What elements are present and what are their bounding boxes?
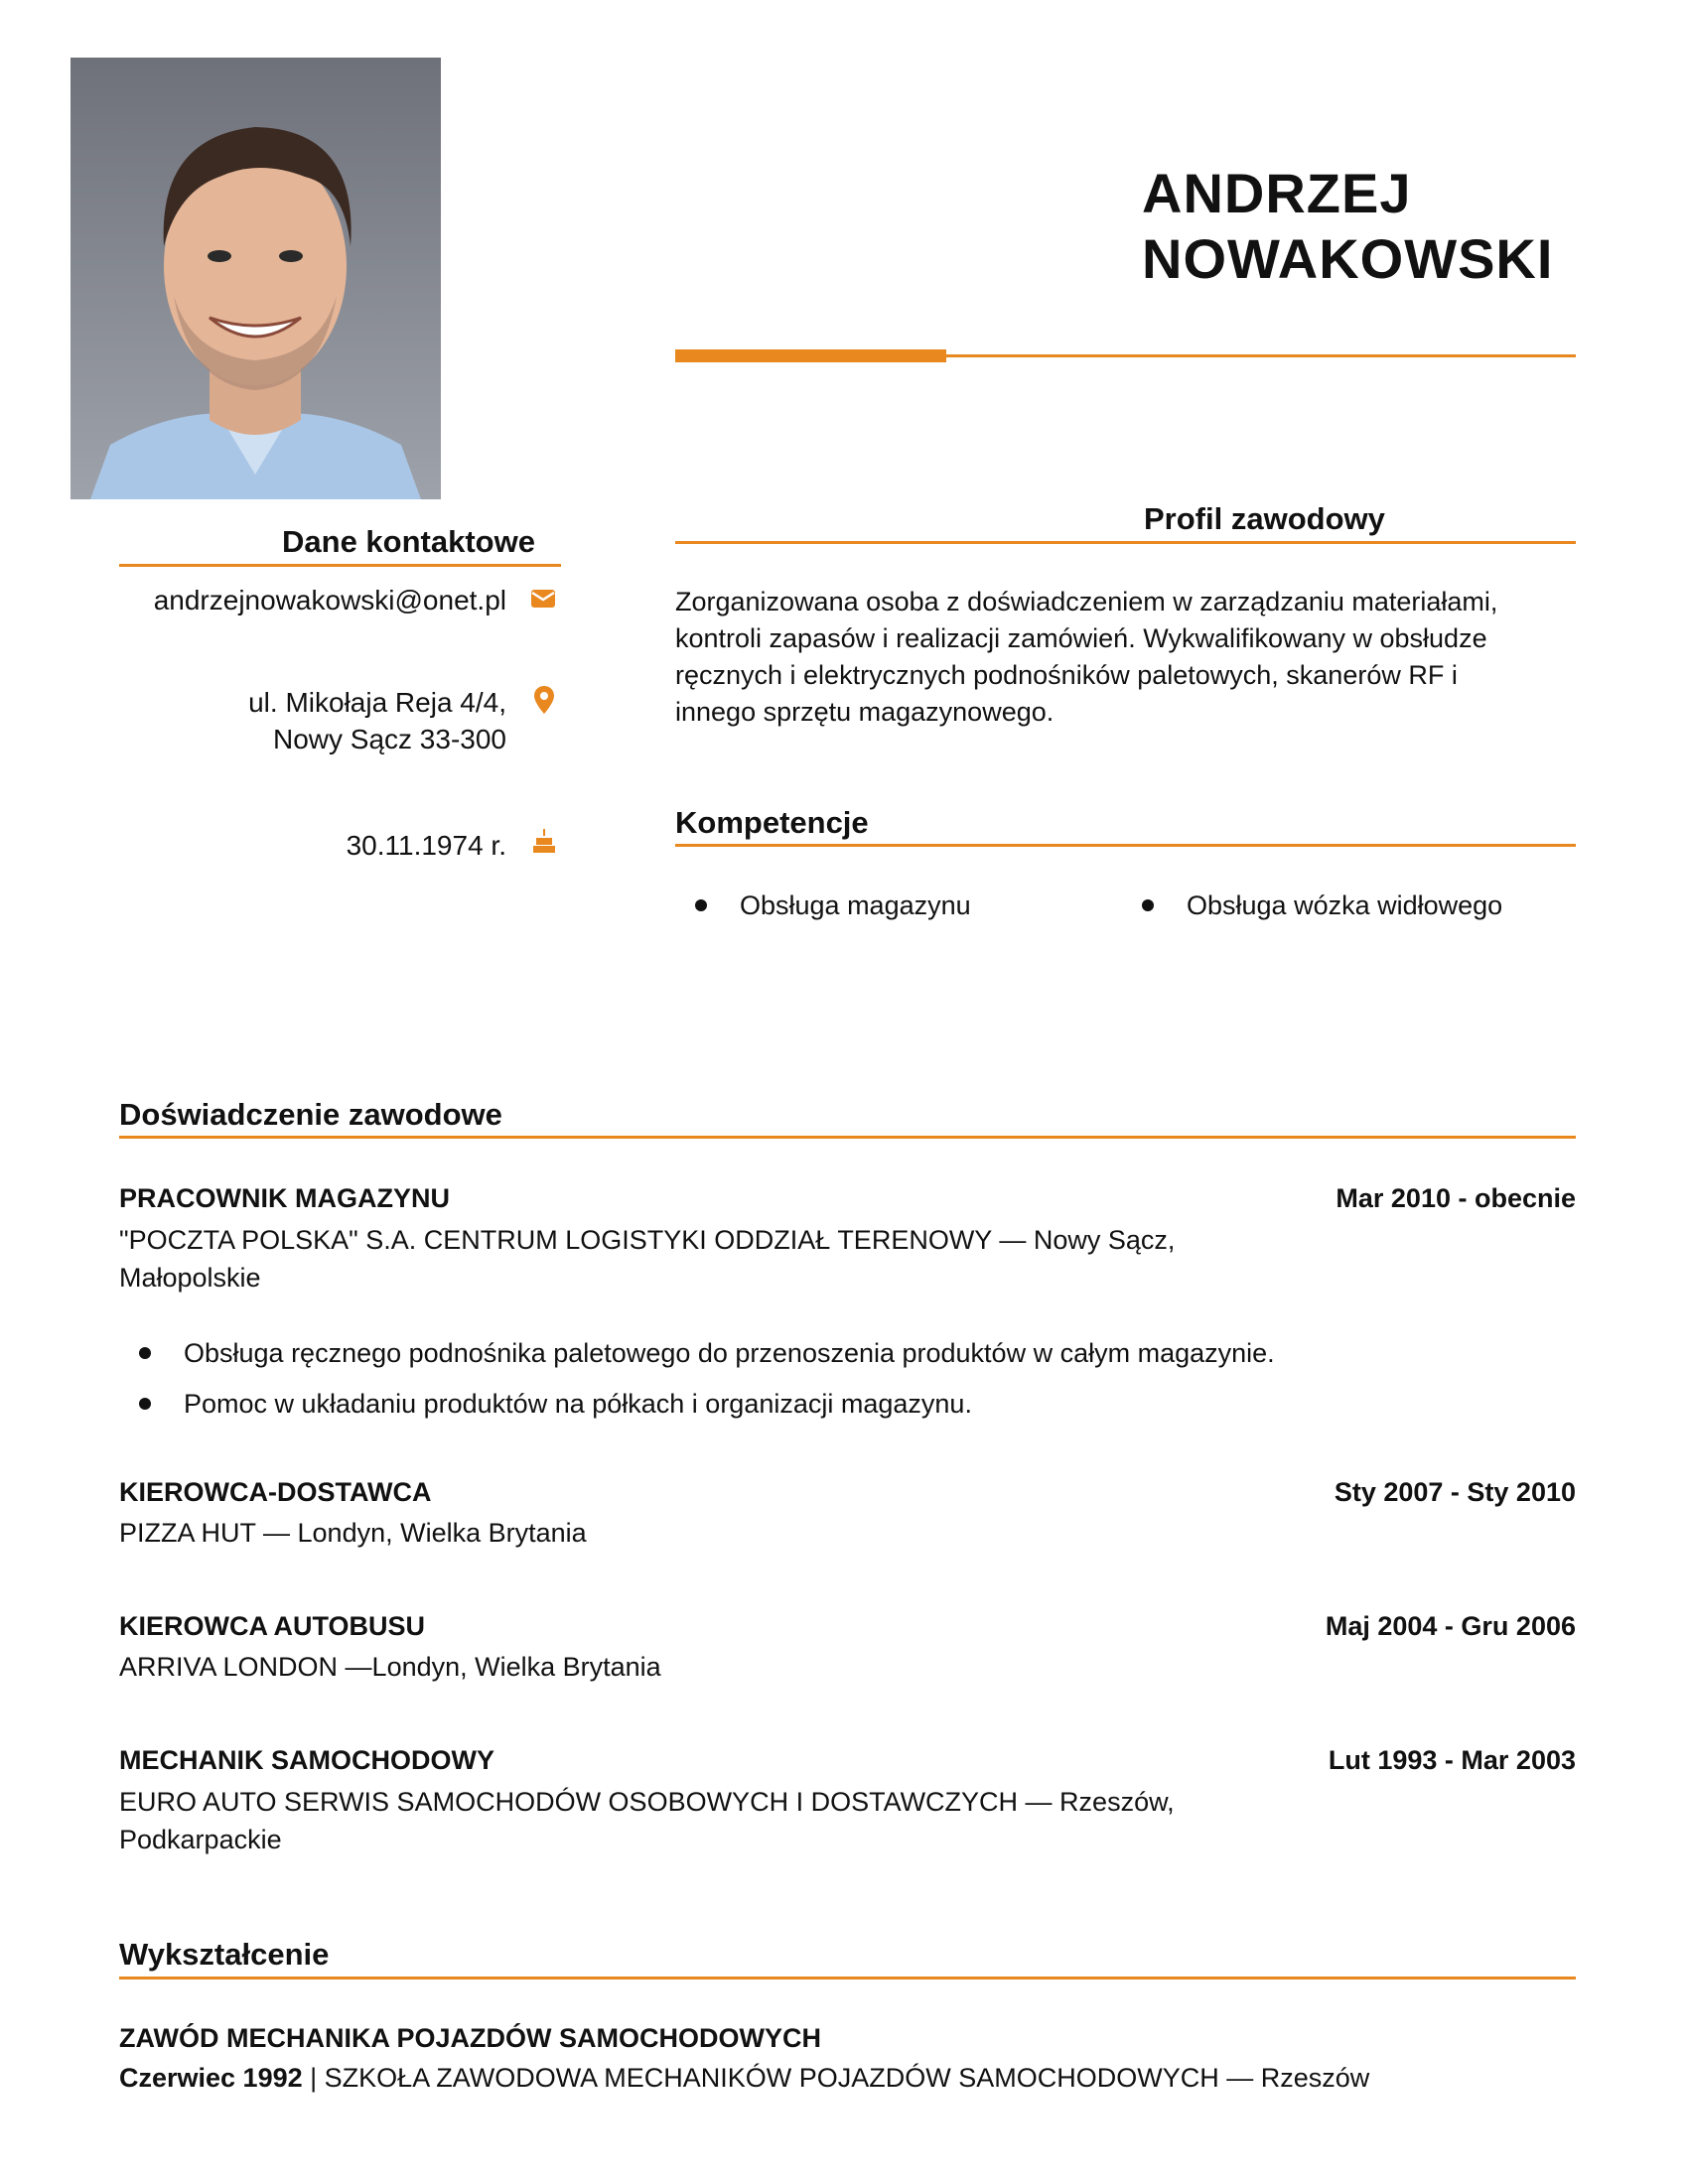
job-company: EURO AUTO SERWIS SAMOCHODÓW OSOBOWYCH I DOSTAWCZYCH — Rzeszów, Podkarpackie: [119, 1787, 1175, 1854]
bullet-dot: [139, 1398, 151, 1410]
education-heading: Wykształcenie: [119, 1937, 330, 1972]
profile-line: ręcznych i elektrycznych podnośników paletowych, skanerów RF i: [675, 660, 1458, 690]
address-line-2: Nowy Sącz 33-300: [272, 724, 506, 754]
duty-item: Pomoc w układaniu produktów na półkach i organizacji magazynu.: [124, 1379, 1275, 1430]
education-rule: [119, 1977, 1576, 1979]
job-dates: Lut 1993 - Mar 2003: [1328, 1745, 1576, 1775]
job-dates: Sty 2007 - Sty 2010: [1334, 1477, 1576, 1507]
education-separator: |: [310, 2063, 318, 2093]
bullet-dot: [1142, 899, 1154, 911]
education-title: ZAWÓD MECHANIKA POJAZDÓW SAMOCHODOWYCH: [119, 2023, 821, 2053]
location-pin-icon: [533, 685, 555, 720]
name-divider-accent: [675, 349, 946, 362]
contact-email[interactable]: andrzejnowakowski@onet.pl: [153, 585, 506, 615]
cake-icon: [532, 828, 556, 859]
skill-list-left: [680, 881, 971, 931]
last-name: NOWAKOWSKI: [1142, 227, 1554, 290]
education-school: SZKOŁA ZAWODOWA MECHANIKÓW POJAZDÓW SAMOCHODOWYCH — Rzeszów: [324, 2063, 1370, 2093]
education-details: [119, 2059, 1369, 2097]
experience-heading: Doświadczenie zawodowe: [119, 1097, 502, 1132]
skill-item: Obsługa magazynu: [680, 881, 971, 931]
job-company: ARRIVA LONDON —Londyn, Wielka Brytania: [119, 1652, 661, 1682]
job-duties: [124, 1328, 1275, 1430]
skill-list-right: [1127, 881, 1502, 931]
profile-line: kontroli zapasów i realizacji zamówień. Wykwalifikowany w obsłudze: [675, 623, 1487, 653]
skill-item: Obsługa wózka widłowego: [1127, 881, 1502, 931]
address-line-1: ul. Mikołaja Reja 4/4,: [248, 687, 506, 718]
job-title: KIEROWCA AUTOBUSU: [119, 1611, 425, 1641]
profile-summary: [675, 584, 1576, 731]
contact-address: [99, 684, 506, 757]
job-title: PRACOWNIK MAGAZYNU: [119, 1183, 450, 1213]
job-title: MECHANIK SAMOCHODOWY: [119, 1745, 494, 1775]
job-company: PIZZA HUT — Londyn, Wielka Brytania: [119, 1518, 587, 1548]
profile-line: Zorganizowana osoba z doświadczeniem w zarządzaniu materiałami,: [675, 587, 1498, 616]
contact-birthdate: 30.11.1974 r.: [346, 830, 506, 861]
contact-heading: Dane kontaktowe: [282, 524, 535, 559]
job-dates: Mar 2010 - obecnie: [1336, 1183, 1576, 1213]
job-title: KIEROWCA-DOSTAWCA: [119, 1477, 432, 1507]
bullet-dot: [139, 1347, 151, 1359]
envelope-icon: [530, 588, 556, 614]
job-dates: Maj 2004 - Gru 2006: [1325, 1611, 1576, 1641]
job-company: "POCZTA POLSKA" S.A. CENTRUM LOGISTYKI ODDZIAŁ TERENOWY — Nowy Sącz, Małopolskie: [119, 1225, 1176, 1293]
duty-item: Obsługa ręcznego podnośnika paletowego do przenoszenia produktów w całym magazynie.: [124, 1328, 1275, 1379]
contact-rule: [119, 564, 561, 567]
bullet-dot: [695, 899, 707, 911]
profile-rule: [675, 541, 1576, 544]
education-date: Czerwiec 1992: [119, 2063, 303, 2093]
profile-photo: [70, 58, 441, 499]
profile-line: innego sprzętu magazynowego.: [675, 697, 1055, 727]
candidate-name: [1142, 161, 1618, 292]
skills-rule: [675, 844, 1576, 847]
profile-heading: Profil zawodowy: [1144, 501, 1385, 536]
first-name: ANDRZEJ: [1142, 162, 1412, 224]
experience-rule: [119, 1136, 1576, 1139]
skills-heading: Kompetencje: [675, 805, 869, 840]
